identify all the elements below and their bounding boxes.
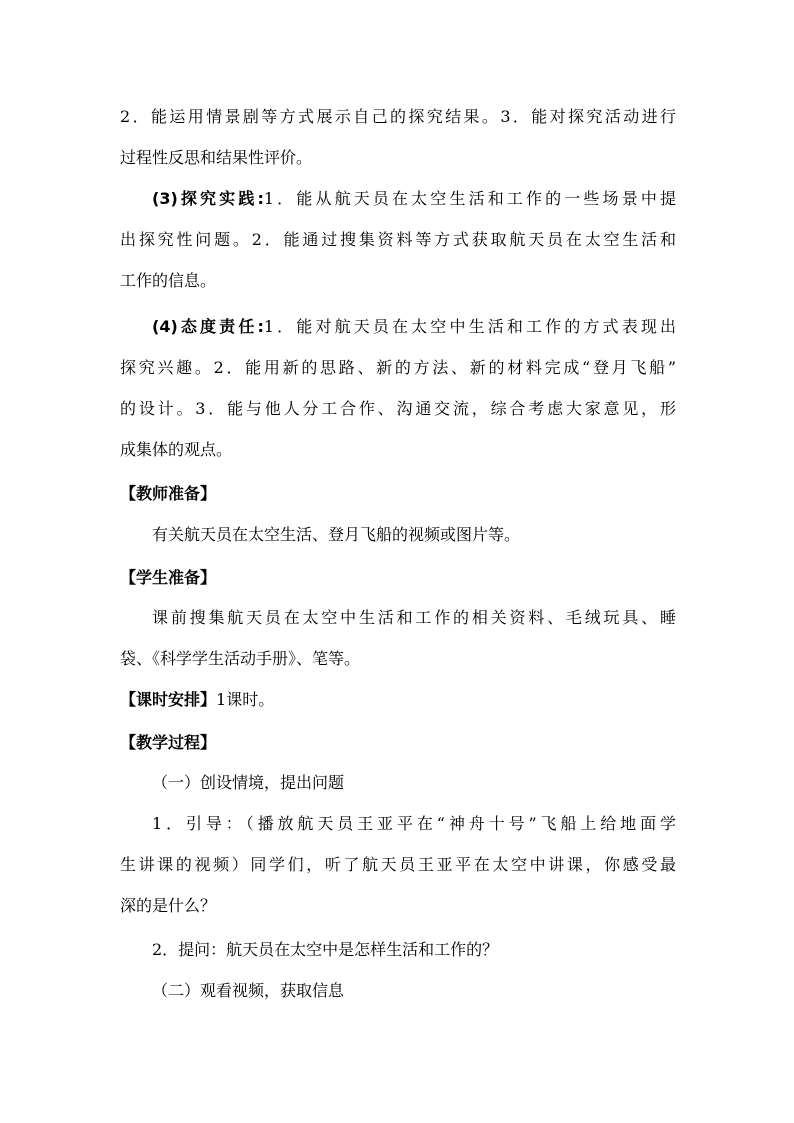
practice-line-2: 出探究性问题。2．能通过搜集资料等方式获取航天员在太空生活和: [120, 230, 676, 249]
process-section-2: （二）观看视频，获取信息: [152, 981, 345, 1000]
attitude-line-3: 的设计。3．能与他人分工合作、沟通交流，综合考虑大家意见，形: [120, 399, 676, 418]
process-item-1-line-1: 1．引导：（播放航天员王亚平在“神舟十号”飞船上给地面学: [152, 814, 676, 833]
expression-line-2: 过程性反思和结果性评价。: [120, 148, 313, 167]
process-item-1-line-3: 深的是什么？: [120, 896, 217, 915]
student-prep-line-2: 袋、《科学学生活动手册》、笔等。: [120, 649, 361, 668]
process-section-1: （一）创设情境，提出问题: [152, 773, 345, 792]
practice-line-3: 工作的信息。: [120, 271, 217, 290]
teacher-prep-heading: 【教师准备】: [120, 484, 217, 503]
process-heading: 【教学过程】: [120, 733, 217, 752]
teacher-prep-text: 有关航天员在太空生活、登月飞船的视频或图片等。: [152, 525, 521, 544]
practice-line-1-text: 1．能从航天员在太空生活和工作的一些场景中提: [263, 189, 676, 208]
attitude-line-2: 探究兴趣。2．能用新的思路、新的方法、新的材料完成“登月飞船”: [120, 358, 676, 377]
schedule-text: 1课时。: [216, 690, 275, 709]
schedule-heading: 【课时安排】: [120, 690, 217, 709]
student-prep-heading: 【学生准备】: [120, 568, 217, 587]
student-prep-line-1: 课前搜集航天员在太空中生活和工作的相关资料、毛绒玩具、睡: [152, 608, 676, 627]
process-item-1-line-2: 生讲课的视频）同学们，听了航天员王亚平在太空中讲课，你感受最: [120, 855, 676, 874]
schedule-line: [120, 690, 274, 710]
attitude-line-4: 成集体的观点。: [120, 440, 233, 459]
practice-label: (3)探究实践:: [152, 189, 264, 208]
attitude-label: (4)态度责任:: [152, 317, 264, 336]
expression-line-1: 2．能运用情景剧等方式展示自己的探究结果。3．能对探究活动进行: [120, 107, 676, 126]
attitude-line-1: [152, 317, 676, 337]
practice-line-1: [152, 189, 676, 209]
process-item-2: 2．提问：航天员在太空中是怎样生活和工作的？: [152, 940, 499, 959]
attitude-line-1-text: 1．能对航天员在太空中生活和工作的方式表现出: [263, 317, 676, 336]
